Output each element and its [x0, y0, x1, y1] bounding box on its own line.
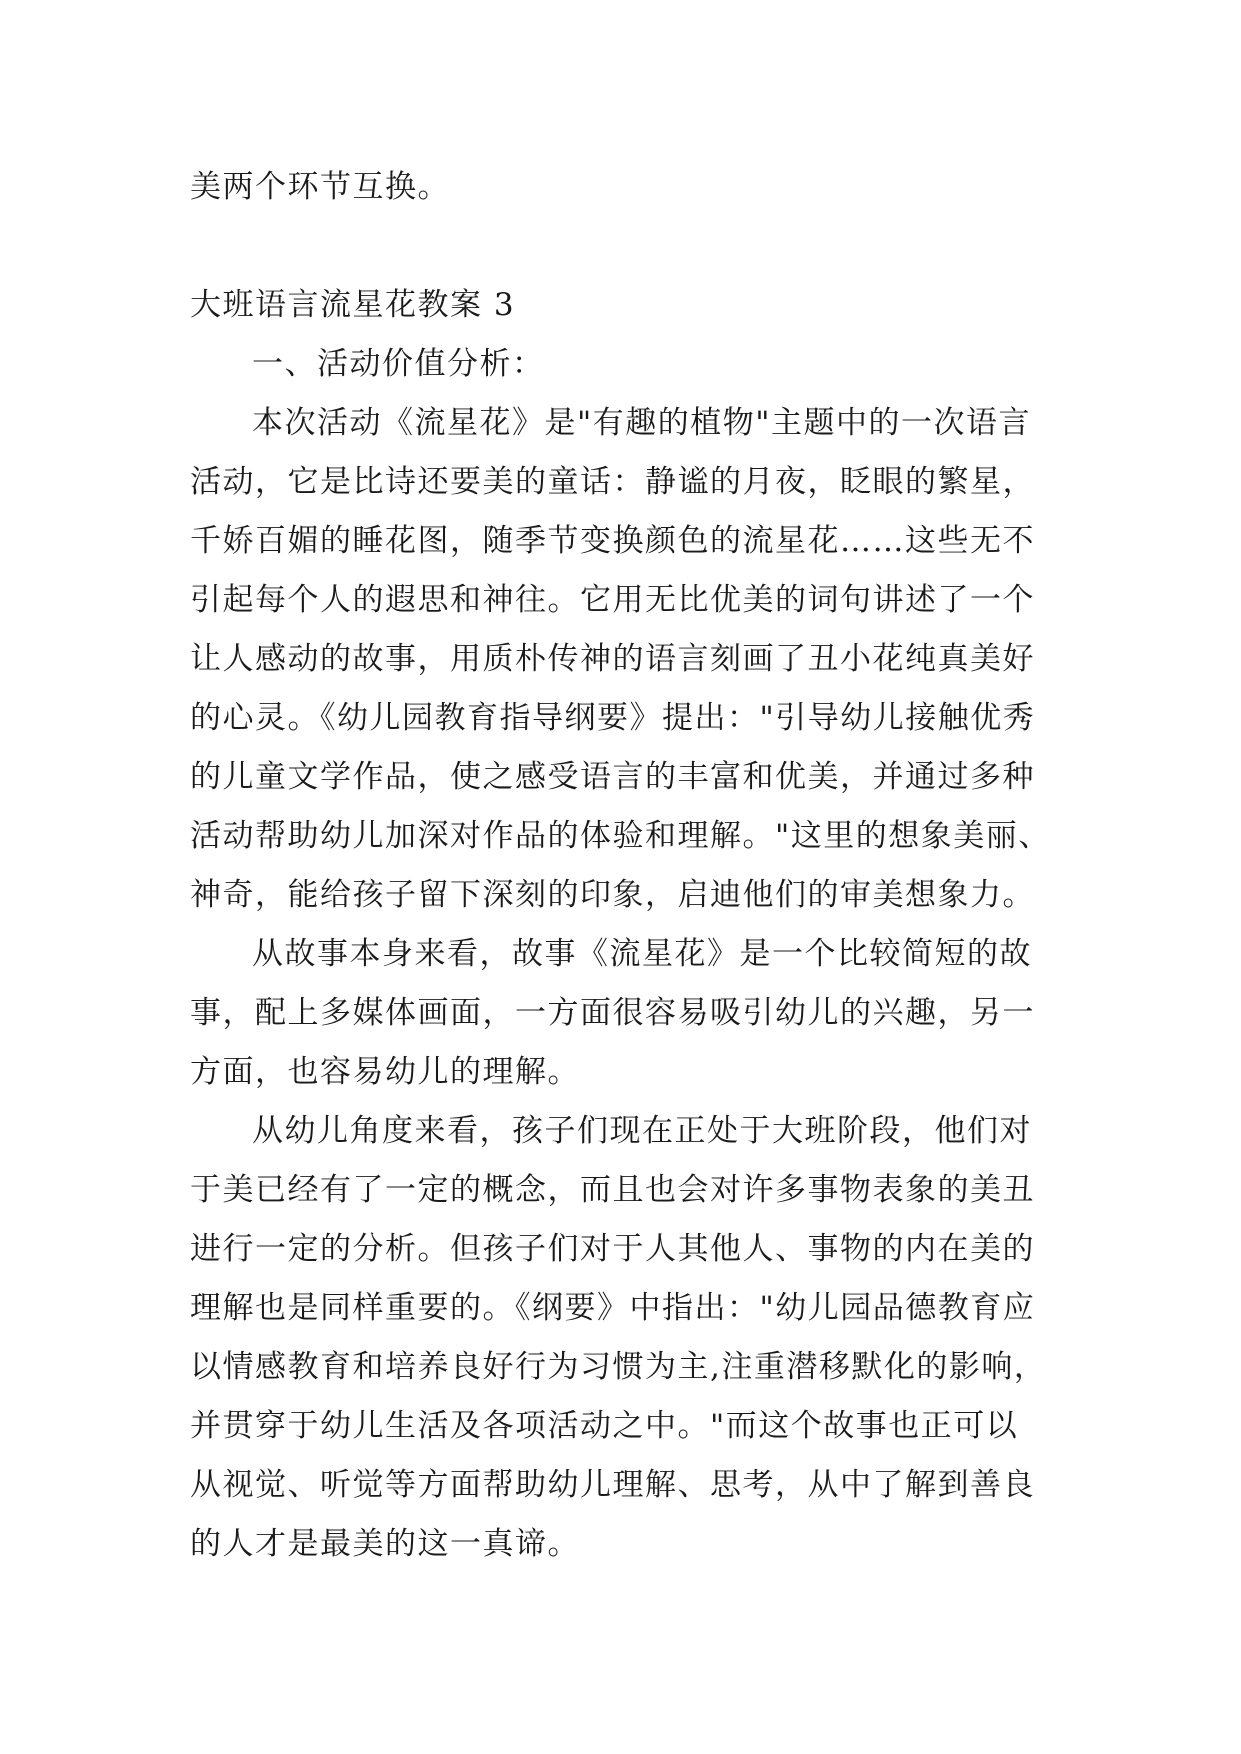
paragraph-line: 理解也是同样重要的。《纲要》中指出："幼儿园品德教育应 — [190, 1290, 1036, 1326]
paragraph-line: 的人才是最美的这一真谛。 — [190, 1526, 580, 1562]
paragraph-line: 于美已经有了一定的概念，而且也会对许多事物表象的美丑 — [190, 1172, 1035, 1208]
paragraph-line: 从视觉、听觉等方面帮助幼儿理解、思考，从中了解到善良 — [190, 1467, 1035, 1503]
paragraph-line: 神奇，能给孩子留下深刻的印象，启迪他们的审美想象力。 — [190, 877, 1035, 913]
continuation-line: 美两个环节互换。 — [190, 169, 450, 205]
paragraph-line: 活动帮助幼儿加深对作品的体验和理解。"这里的想象美丽、 — [190, 818, 1051, 854]
paragraph-value-1 — [190, 394, 1050, 925]
paragraph-line: 的心灵。《幼儿园教育指导纲要》提出："引导幼儿接触优秀 — [190, 700, 1036, 736]
paragraph-line: 引起每个人的遐思和神往。它用无比优美的词句讲述了一个 — [190, 582, 1035, 618]
paragraph-line: 从幼儿角度来看，孩子们现在正处于大班阶段，他们对 — [252, 1113, 1032, 1149]
paragraph-line: 方面，也容易幼儿的理解。 — [190, 1054, 580, 1090]
subheading: 一、活动价值分析： — [252, 346, 545, 382]
document-body — [190, 158, 1050, 1574]
paragraph-line: 让人感动的故事，用质朴传神的语言刻画了丑小花纯真美好 — [190, 641, 1035, 677]
paragraph-line: 千娇百媚的睡花图，随季节变换颜色的流星花……这些无不 — [190, 523, 1035, 559]
paragraph-line: 并贯穿于幼儿生活及各项活动之中。"而这个故事也正可以 — [190, 1408, 1019, 1444]
paragraph-line: 的儿童文学作品，使之感受语言的丰富和优美，并通过多种 — [190, 759, 1035, 795]
section-title: 大班语言流星花教案 3 — [190, 287, 516, 323]
paragraph-line: 本次活动《流星花》是"有趣的植物"主题中的一次语言 — [252, 405, 1032, 441]
paragraph-child-analysis — [190, 1102, 1050, 1574]
paragraph-line: 以情感教育和培养良好行为习惯为主,注重潜移默化的影响， — [190, 1349, 1047, 1385]
paragraph-story-analysis — [190, 925, 1050, 1102]
paragraph-line: 事，配上多媒体画面，一方面很容易吸引幼儿的兴趣，另一 — [190, 995, 1035, 1031]
paragraph-line: 从故事本身来看，故事《流星花》是一个比较简短的故 — [252, 936, 1032, 972]
paragraph-line: 进行一定的分析。但孩子们对于人其他人、事物的内在美的 — [190, 1231, 1035, 1267]
paragraph-line: 活动，它是比诗还要美的童话：静谧的月夜，眨眼的繁星， — [190, 464, 1035, 500]
